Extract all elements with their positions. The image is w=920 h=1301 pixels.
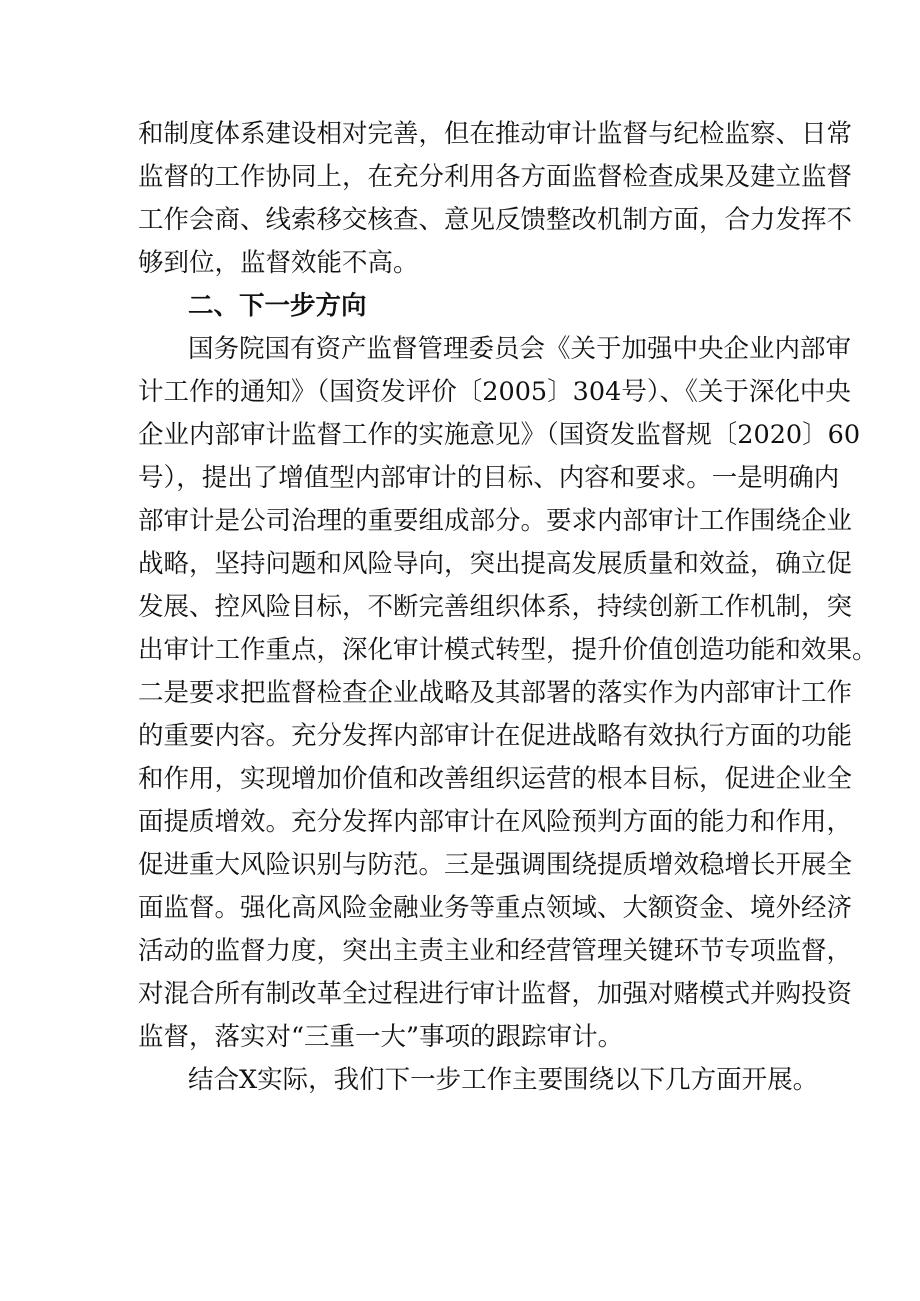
paragraph-line: 部审计是公司治理的重要组成部分。要求内部审计工作围绕企业 [138, 506, 853, 536]
paragraph-line: 发展、控风险目标，不断完善组织体系，持续创新工作机制，突 [138, 592, 853, 622]
paragraph-line: 面提质增效。充分发挥内部审计在风险预判方面的能力和作用， [138, 807, 853, 837]
paragraph-line: 计工作的通知》（国资发评价〔2005〕304号）、《关于深化中央 [138, 377, 851, 407]
section-heading: 二、下一步方向 [188, 291, 367, 321]
paragraph-line: 战略，坚持问题和风险导向，突出提高发展质量和效益，确立促 [138, 549, 853, 579]
closing-paragraph: 结合X实际，我们下一步工作主要围绕以下几方面开展。 [188, 1065, 819, 1095]
paragraph-line: 出审计工作重点，深化审计模式转型，提升价值创造功能和效果。 [138, 635, 878, 665]
paragraph-line: 企业内部审计监督工作的实施意见》（国资发监督规〔2020〕60 [138, 420, 861, 450]
paragraph-line: 面监督。强化高风险金融业务等重点领域、大额资金、境外经济 [138, 893, 853, 923]
paragraph-line: 够到位，监督效能不高。 [138, 248, 419, 278]
paragraph-line: 和制度体系建设相对完善，但在推动审计监督与纪检监察、日常 [138, 119, 853, 149]
paragraph-line: 监督的工作协同上，在充分利用各方面监督检查成果及建立监督 [138, 162, 853, 192]
paragraph-line: 的重要内容。充分发挥内部审计在促进战略有效执行方面的功能 [138, 721, 853, 751]
paragraph-line: 活动的监督力度，突出主责主业和经营管理关键环节专项监督， [138, 936, 853, 966]
paragraph-line: 促进重大风险识别与防范。三是强调围绕提质增效稳增长开展全 [138, 850, 853, 880]
paragraph-line: 二是要求把监督检查企业战略及其部署的落实作为内部审计工作 [138, 678, 853, 708]
paragraph-line: 工作会商、线索移交核查、意见反馈整改机制方面，合力发挥不 [138, 205, 853, 235]
paragraph-line: 国务院国有资产监督管理委员会《关于加强中央企业内部审 [188, 334, 852, 364]
paragraph-line: 对混合所有制改革全过程进行审计监督，加强对赌模式并购投资 [138, 979, 853, 1009]
paragraph-line: 和作用，实现增加价值和改善组织运营的根本目标，促进企业全 [138, 764, 853, 794]
paragraph-line: 号），提出了增值型内部审计的目标、内容和要求。一是明确内 [138, 463, 840, 493]
paragraph-line: 监督，落实对“三重一大”事项的跟踪审计。 [138, 1022, 624, 1052]
